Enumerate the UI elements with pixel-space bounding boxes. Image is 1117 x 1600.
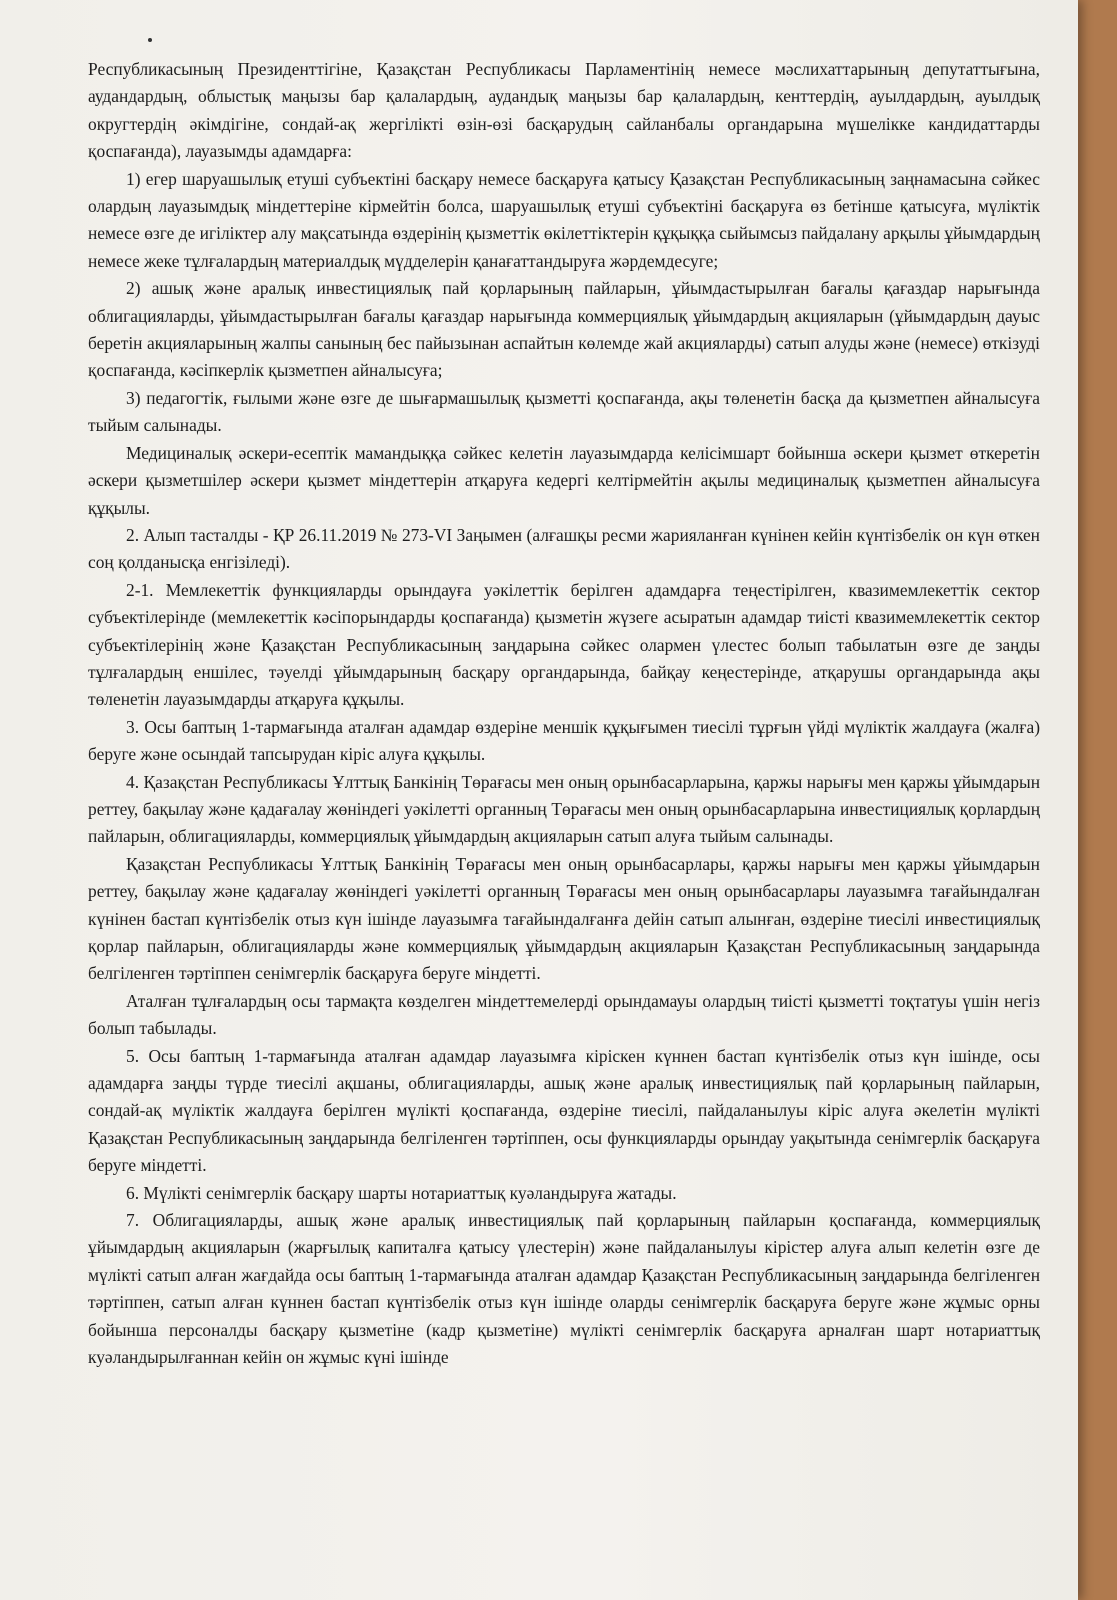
paragraph-clause-2-1: 2-1. Мемлекеттік функцияларды орындауға уәкілеттік берілген адамдарға теңестірілген, квазимемлекеттік сектор субъектілерінде (мемлекеттік кәсіпорындарды қоспағанда) қызметін жүзеге асыратын адамдар тиісті квазимемлекеттік сектор субъектілерінің және Қазақстан Республикасының заңдарына сәйкес олармен үлестес болып табылатын өзге де заңды тұлғалардың еншілес, тәуелді ұйымдарының басқару органдарында, байқау кеңестерінде, атқарушы органдарында ақы төленетін лауазымдарды атқаруға құқылы. bbox=[88, 579, 1040, 710]
paragraph-intro: Республикасының Президенттігіне, Қазақстан Республикасы Парламентінің немесе мәслихаттарының депутаттығына, аудандардың, облыстық маңызы бар қалалардың, аудандық маңызы бар қалалардың, кенттердің, ауылдардың, ауылдық округтердің әкімдігіне, сондай-ақ жергілікті өзін-өзі басқарудың сайланбалы органдарына мүшелікке кандидаттарды қоспағанда), лауазымды адамдарға: bbox=[88, 59, 1040, 162]
paragraph-clause-4: 4. Қазақстан Республикасы Ұлттық Банкінің Төрағасы мен оның орынбасарларына, қаржы нарығы мен қаржы ұйымдарын реттеу, бақылау және қадағалау жөніндегі уәкілетті органның Төрағасы мен оның орынбасарларына инвестициялық қорлардың пайларын, облигацияларды, коммерциялық ұйымдардың акцияларын сатып алуға тыйым салынады. bbox=[88, 771, 1040, 847]
document-body bbox=[88, 56, 1040, 1372]
paragraph-medical: Медициналық әскери-есептік мамандыққа сәйкес келетін лауазымдарда келісімшарт бойынша әскери қызмет өткеретін әскери қызметшілер әскери қызмет міндеттерін атқаруға кедергі келтірмейтін ақылы медициналық қызметпен айналысуға құқылы. bbox=[88, 442, 1040, 518]
paragraph-clause-4-continued: Қазақстан Республикасы Ұлттық Банкінің Төрағасы мен оның орынбасарлары, қаржы нарығы мен қаржы ұйымдарын реттеу, бақылау және қадағалау жөніндегі уәкілетті органның Төрағасы мен оның орынбасарлары лауазымға тағайындалған күнінен бастап күнтізбелік отыз күн ішінде лауазымға тағайындалғанға дейін сатып алынған, өздеріне тиесілі инвестициялық қорлар пайларын, облигацияларды және коммерциялық ұйымдардың акцияларын Қазақстан Республикасының заңдарында белгіленген тәртіппен сенімгерлік басқаруға беруге міндетті. bbox=[88, 853, 1040, 984]
paragraph-item-1: 1) егер шаруашылық етуші субъектіні басқару немесе басқаруға қатысу Қазақстан Республикасының заңнамасына сәйкес олардың лауазымдық міндеттеріне кірмейтін болса, шаруашылық етуші субъектіні басқаруға өз бетінше қатысуға, мүліктік немесе өзге де игіліктер алу мақсатында өздерінің қызметтік өкілеттіктерін құқыққа сыйымсыз пайдалану арқылы ұйымдардың немесе жеке тұлғалардың материалдық мүдделерін қанағаттандыруға жәрдемдесуге; bbox=[88, 168, 1040, 271]
paragraph-item-3: 3) педагогтік, ғылыми және өзге де шығармашылық қызметті қоспағанда, ақы төленетін басқа да қызметпен айналысуға тыйым салынады. bbox=[88, 387, 1040, 436]
ink-speck bbox=[148, 38, 152, 42]
paragraph-clause-3: 3. Осы баптың 1-тармағында аталған адамдар өздеріне меншік құқығымен тиесілі тұрғын үйді мүліктік жалдауға (жалға) беруге және осындай тапсырудан кіріс алуға құқылы. bbox=[88, 716, 1040, 765]
paragraph-clause-7: 7. Облигацияларды, ашық және аралық инвестициялық пай қорларының пайларын қоспағанда, коммерциялық ұйымдардың акцияларын (жарғылық капиталға қатысу үлестерін) және пайдаланылуы кірістер алуға алып келетін өзге де мүлікті сатып алған жағдайда осы баптың 1-тармағында аталған адамдар Қазақстан Республикасының заңдарында белгіленген тәртіппен, сатып алған күннен бастап күнтізбелік отыз күн ішінде оларды сенімгерлік басқаруға беруге және жұмыс орны бойынша персоналды басқару қызметіне (кадр қызметіне) мүлікті сенімгерлік басқаруға арналған шарт нотариаттық куәландырылғаннан кейін он жұмыс күні ішінде bbox=[88, 1210, 1040, 1368]
paragraph-clause-6: 6. Мүлікті сенімгерлік басқару шарты нотариаттық куәландыруға жатады. bbox=[126, 1182, 677, 1203]
paragraph-clause-4-obligations: Аталған тұлғалардың осы тармақта көзделген міндеттемелерді орындамауы олардың тиісті қызметті тоқтатуы үшін негіз болып табылады. bbox=[88, 990, 1040, 1039]
paragraph-clause-2: 2. Алып тасталды - ҚР 26.11.2019 № 273-VI Заңымен (алғашқы ресми жарияланған күнінен кейін күнтізбелік он күн өткен соң қолданысқа енгізіледі). bbox=[88, 524, 1040, 573]
paragraph-clause-5: 5. Осы баптың 1-тармағында аталған адамдар лауазымға кірiскен күннен бастап күнтізбелік отыз күн ішінде, осы адамдарға заңды түрде тиесілі ақшаны, облигацияларды, ашық және аралық инвестициялық пай қорларының пайларын, сондай-ақ мүліктік жалдауға берілген мүлікті қоспағанда, өздеріне тиесілі, пайдаланылуы кіріс алуға әкелетін мүлікті Қазақстан Республикасының заңдарында белгіленген тәртіппен, осы функцияларды орындау уақытында сенімгерлік басқаруға беруге міндетті. bbox=[88, 1045, 1040, 1176]
paragraph-item-2: 2) ашық және аралық инвестициялық пай қорларының пайларын, ұйымдастырылған бағалы қағаздар нарығында облигацияларды, ұйымдастырылған бағалы қағаздар нарығында коммерциялық ұйымдардың акцияларын (ұйымдардың дауыс беретін акцияларының жалпы санының бес пайызынан аспайтын көлемде жай акцияларды) сатып алуды және (немесе) өткізуді қоспағанда, кәсіпкерлік қызметпен айналысуға; bbox=[88, 278, 1040, 381]
